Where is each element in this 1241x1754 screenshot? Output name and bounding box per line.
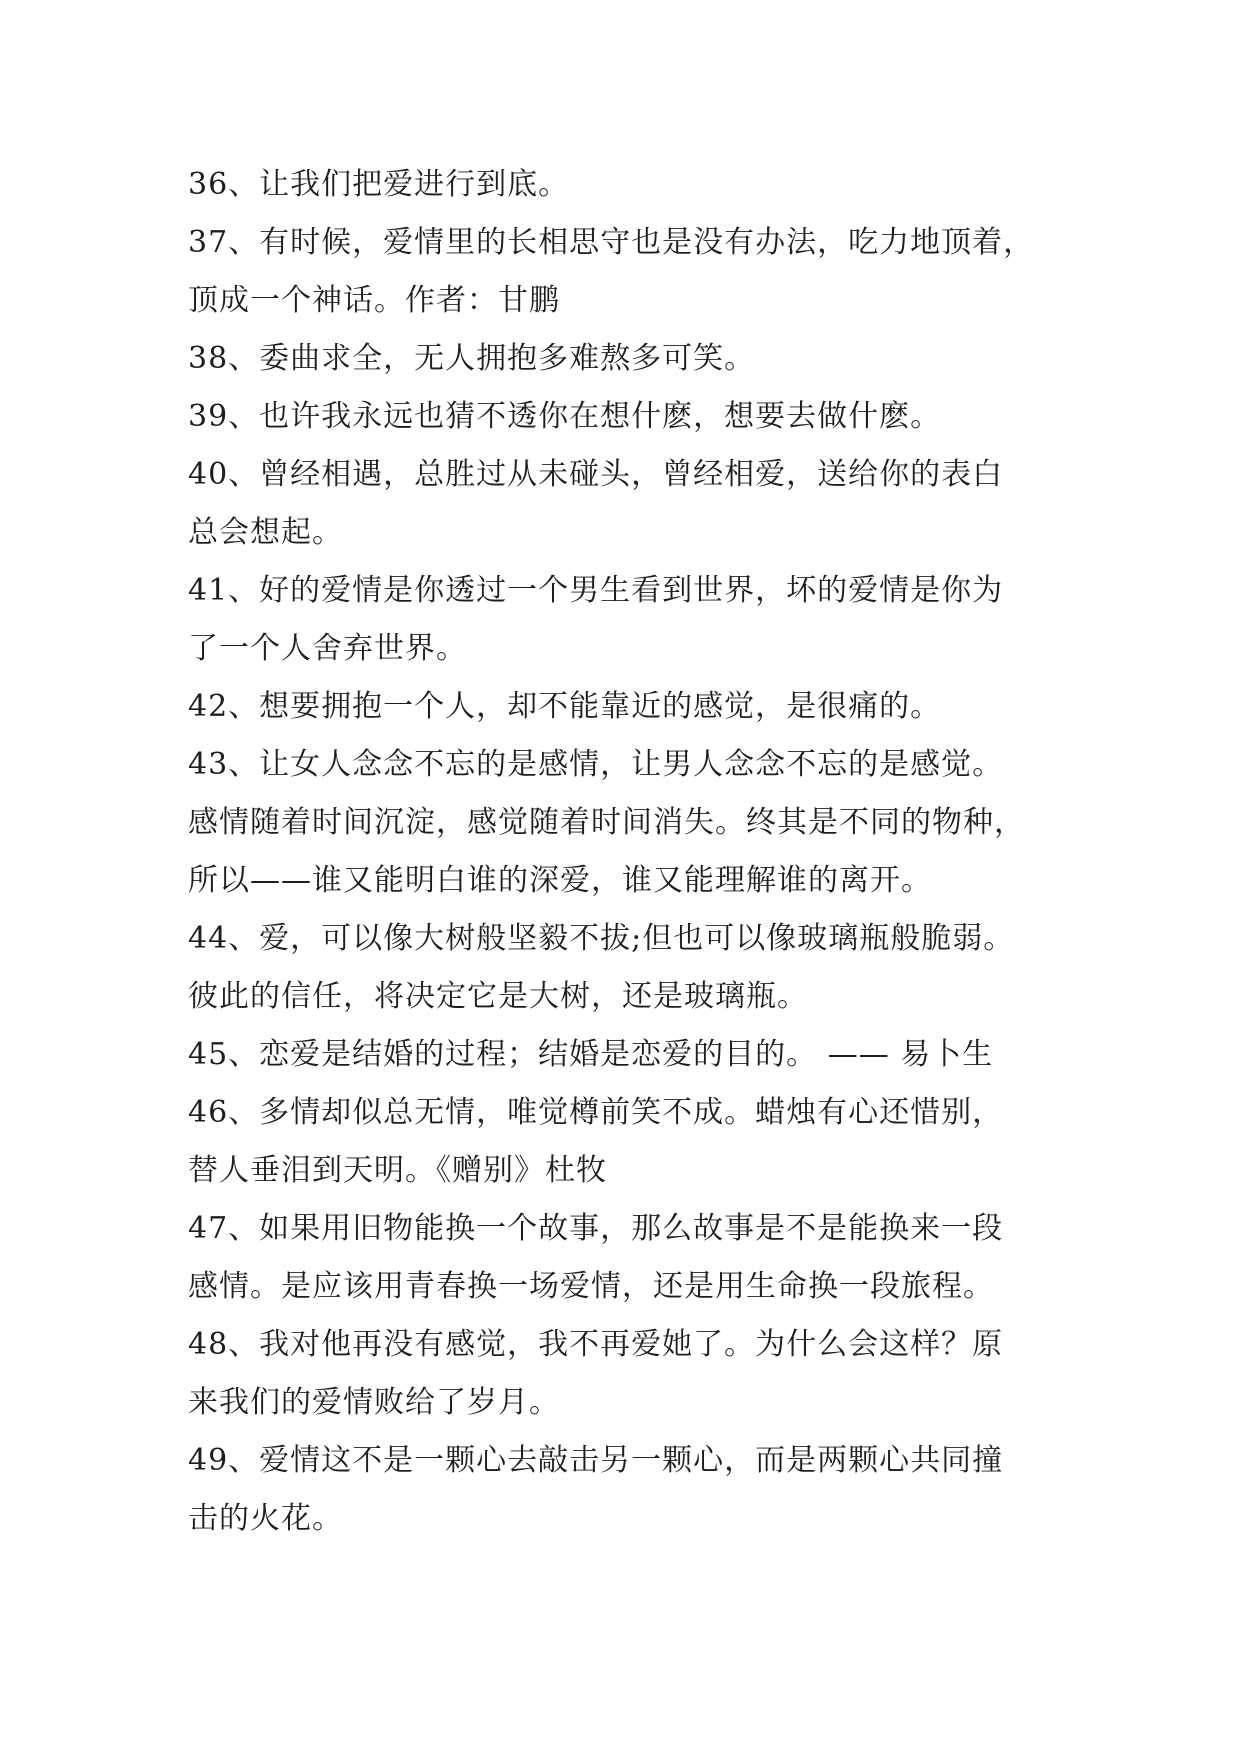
text-line: 了一个人舍弃世界。 (188, 631, 467, 666)
text-line: 总会想起。 (188, 515, 343, 550)
text-line: 43、让女人念念不忘的是感情，让男人念念不忘的是感觉。 (188, 747, 1004, 782)
text-line: 来我们的爱情败给了岁月。 (188, 1385, 560, 1420)
text-line: 37、有时候，爱情里的长相思守也是没有办法，吃力地顶着， (188, 225, 1035, 260)
text-line: 36、让我们把爱进行到底。 (188, 167, 570, 202)
text-line: 49、爱情这不是一颗心去敲击另一颗心，而是两颗心共同撞 (188, 1443, 1004, 1478)
text-line: 所以——谁又能明白谁的深爱，谁又能理解谁的离开。 (188, 863, 932, 898)
quote-list (188, 156, 1088, 1548)
text-line: 感情。是应该用青春换一场爱情，还是用生命换一段旅程。 (188, 1269, 994, 1304)
text-line: 42、想要拥抱一个人，却不能靠近的感觉，是很痛的。 (188, 689, 942, 724)
text-line: 38、委曲求全，无人拥抱多难熬多可笑。 (188, 341, 756, 376)
text-line: 44、爱，可以像大树般坚毅不拔;但也可以像玻璃瓶般脆弱。 (188, 921, 1015, 956)
text-line: 45、恋爱是结婚的过程；结婚是恋爱的目的。 —— 易卜生 (188, 1037, 994, 1072)
text-line: 41、好的爱情是你透过一个男生看到世界，坏的爱情是你为 (188, 573, 1004, 608)
text-line: 40、曾经相遇，总胜过从未碰头，曾经相爱，送给你的表白 (188, 457, 1004, 492)
text-line: 47、如果用旧物能换一个故事，那么故事是不是能换来一段 (188, 1211, 1004, 1246)
text-line: 击的火花。 (188, 1501, 343, 1536)
text-line: 感情随着时间沉淀，感觉随着时间消失。终其是不同的物种， (188, 805, 1025, 840)
text-line: 彼此的信任，将决定它是大树，还是玻璃瓶。 (188, 979, 808, 1014)
text-line: 顶成一个神话。作者：甘鹏 (188, 283, 560, 318)
text-line: 39、也许我永远也猜不透你在想什麽，想要去做什麽。 (188, 399, 942, 434)
text-line: 替人垂泪到天明。《赠别》杜牧 (188, 1153, 607, 1188)
text-line: 46、多情却似总无情，唯觉樽前笑不成。蜡烛有心还惜别， (188, 1095, 1004, 1130)
text-line: 48、我对他再没有感觉，我不再爱她了。为什么会这样？原 (188, 1327, 1004, 1362)
